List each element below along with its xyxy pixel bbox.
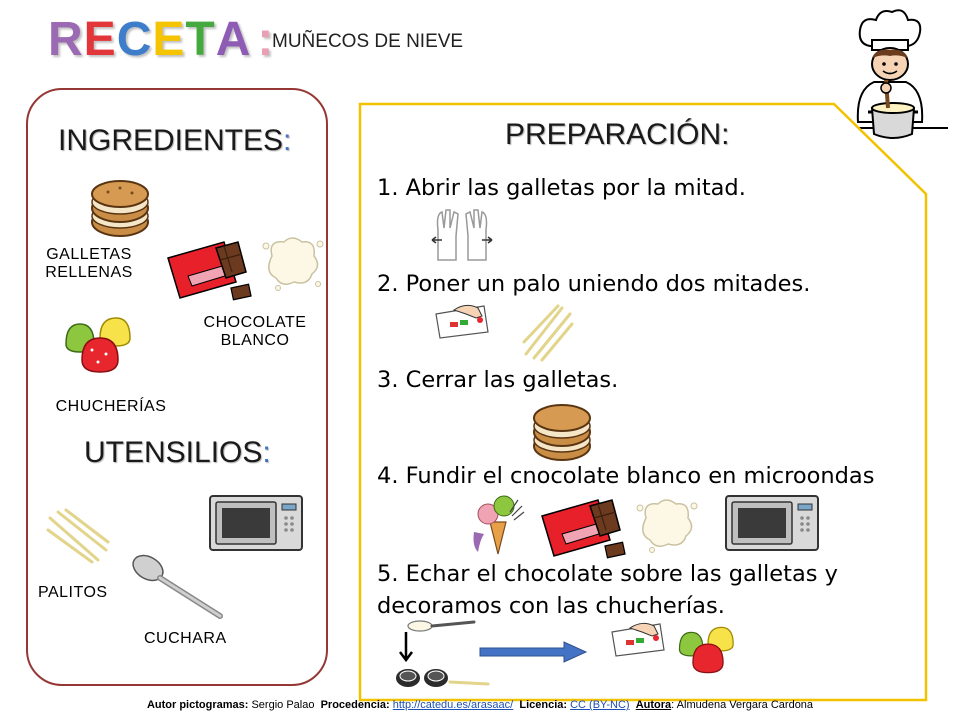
step-3: 3. Cerrar las galletas. — [377, 367, 619, 393]
open-hands-icon — [428, 206, 496, 262]
step-2: 2. Poner un palo uniendo dos mitades. — [377, 271, 811, 297]
authoress-name: : Almudena Vergara Cardona — [671, 699, 814, 711]
step-5: 5. Echar el chocolate sobre las galletas y — [377, 561, 838, 587]
step-1: 1. Abrir las galletas por la mitad. — [377, 175, 746, 201]
utensil-label-spoon: CUCHARA — [144, 630, 227, 647]
title-letter: E — [152, 13, 186, 66]
pouring-spoon-icon — [392, 618, 492, 694]
right-arrow-icon — [478, 640, 590, 664]
license-label: Licencia: — [519, 699, 568, 711]
title-letter: A — [215, 13, 252, 66]
ingredients-heading — [58, 124, 291, 158]
heading-colon: : — [262, 436, 271, 469]
title-letter: C — [116, 13, 153, 66]
ingredient-label-cookies — [34, 246, 144, 282]
microwave-icon — [724, 494, 820, 554]
white-chocolate-icon — [258, 232, 326, 294]
spoon-icon — [130, 552, 226, 622]
utensils-heading-text: UTENSILIOS — [84, 436, 263, 469]
title-letter: E — [83, 13, 117, 66]
title-letter: T — [185, 13, 216, 66]
utensils-heading — [84, 436, 271, 470]
preparation-heading: PREPARACIÓN: — [505, 118, 730, 151]
melting-icon — [470, 492, 526, 558]
label-line: BLANCO — [220, 332, 290, 349]
utensil-label-sticks: PALITOS — [38, 584, 108, 601]
credits-footer — [0, 699, 960, 711]
source-link[interactable]: http://catedu.es/arasaac/ — [392, 699, 514, 711]
step-5-continued: decoramos con las chucherías. — [377, 593, 725, 619]
recipe-subtitle: MUÑECOS DE NIEVE — [272, 31, 464, 52]
author-label: Autor pictogramas: — [146, 699, 249, 711]
title-letter: R — [48, 13, 84, 66]
label-line: GALLETAS — [46, 246, 132, 263]
gumdrops-icon — [676, 624, 740, 676]
title-letter: : — [257, 13, 275, 66]
chocolate-bar-icon — [166, 238, 258, 304]
white-chocolate-icon — [632, 494, 700, 556]
author-name: Sergio Palao — [251, 699, 315, 711]
chocolate-bar-icon — [540, 496, 632, 562]
microwave-icon — [208, 494, 304, 554]
source-label: Procedencia: — [320, 699, 390, 711]
heading-colon: : — [283, 124, 292, 157]
sandwich-cookie-icon — [88, 178, 152, 240]
sandwich-cookie-icon — [530, 402, 594, 464]
authoress-label: Autora — [635, 699, 672, 711]
recipe-title — [48, 10, 274, 70]
ingredient-label-candies — [38, 398, 184, 416]
toothpicks-icon — [520, 302, 576, 362]
license-link[interactable]: CC (BY-NC) — [570, 699, 630, 711]
ingredient-label-chocolate — [190, 314, 320, 350]
toothpicks-icon — [44, 506, 112, 564]
ingredients-heading-text: INGREDIENTES — [58, 124, 284, 157]
label-line: CHOCOLATE — [203, 314, 307, 331]
hand-placing-icon — [432, 300, 492, 340]
hand-placing-icon — [608, 618, 668, 662]
step-4: 4. Fundir el cnocolate blanco en microondas — [377, 463, 875, 489]
label-line: RELLENAS — [45, 264, 133, 281]
label-line: CHUCHERÍAS — [55, 398, 167, 415]
gumdrops-icon — [62, 314, 138, 376]
